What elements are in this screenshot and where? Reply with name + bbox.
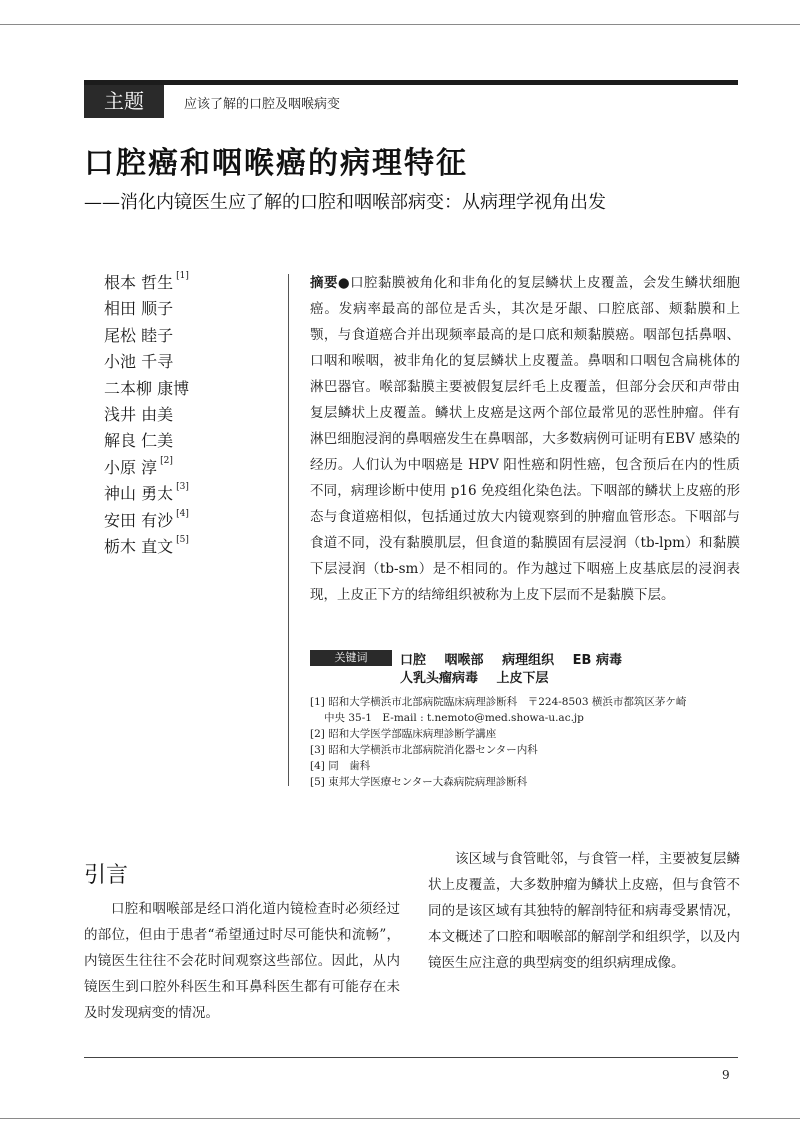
affiliation: [3] 昭和大学横浜市北部病院消化器センター内科: [310, 744, 538, 756]
affiliation: [2] 昭和大学医学部臨床病理診断学講座: [310, 728, 497, 740]
keyword: 咽喉部: [444, 653, 484, 668]
keyword: EB 病毒: [572, 653, 622, 668]
affiliations: [310, 694, 744, 790]
page-frame-bottom: [0, 1118, 800, 1119]
author: 安田 有沙 [4]: [104, 508, 189, 530]
intro-paragraph-left: 口腔和咽喉部是经口消化道内镜检查时必须经过的部位，但由于患者“希望通过时尽可能快和流畅”，内镜医生往往不会花时间观察这些部位。因此，从内镜医生到口腔外科医生和耳鼻科医生都有可能存在未及时发现病变的情况。: [84, 901, 400, 1021]
abstract: [310, 270, 740, 608]
author: 神山 勇太 [3]: [104, 482, 189, 504]
author: 小原 淳 [2]: [104, 455, 173, 477]
author: 相田 顺子: [104, 299, 174, 319]
page-frame-top: [0, 24, 800, 25]
author: 栃木 直文 [5]: [104, 534, 189, 556]
footer-rule: [84, 1057, 738, 1058]
keyword: 上皮下层: [496, 671, 549, 686]
keyword: 病理组织: [502, 653, 555, 668]
abstract-label: 摘要●: [310, 275, 351, 291]
keywords-line: [400, 667, 563, 686]
affiliation: [1] 昭和大学横浜市北部病院臨床病理診断科 〒224-8503 横浜市都筑区茅ケ崎: [310, 696, 687, 708]
affiliation: [4] 同 歯科: [310, 760, 371, 772]
affiliation: [5] 東邦大学医療センター大森病院病理診断科: [310, 776, 528, 788]
article-subtitle: ——消化内镜医生应了解的口腔和咽喉部病变：从病理学视角出发: [84, 192, 606, 213]
author: 根本 哲生 [1]: [104, 271, 189, 292]
theme-rule: [84, 80, 738, 85]
theme-label: 主题: [84, 85, 164, 118]
keyword: 口腔: [400, 653, 427, 668]
intro-paragraph-right: 该区域与食管毗邻，与食管一样，主要被复层鳞状上皮覆盖，大多数肿瘤为鳞状上皮癌，但与食管不同的是该区域有其独特的解剖特征和病毒受累情况，本文概述了口腔和咽喉部的解剖学和组织学，以及内镜医生应注意的典型病变的组织病理成像。: [428, 851, 740, 971]
author: 解良 仁美: [104, 431, 174, 451]
author: 小池 千寻: [104, 352, 174, 372]
author: 二本柳 康博: [104, 378, 190, 398]
author: 浅井 由美: [104, 404, 174, 424]
intro-heading: 引言: [84, 863, 129, 888]
abstract-text: 口腔黏膜被角化和非角化的复层鳞状上皮覆盖，会发生鳞状细胞癌。发病率最高的部位是舌头，其次是牙龈、口腔底部、颊黏膜和上颚，与食道癌合并出现频率最高的是口底和颊黏膜癌。咽部包括鼻咽、口咽和喉咽，被非角化的复层鳞状上皮覆盖。鼻咽和口咽包含扁桃体的淋巴器官。喉部黏膜主要被假复层纤毛上皮覆盖，但部分会厌和声带由复层鳞状上皮覆盖。鳞状上皮癌是这两个部位最常见的恶性肿瘤。伴有淋巴细胞浸润的鼻咽癌发生在鼻咽部，大多数病例可证明有EBV 感染的经历。人们认为中咽癌是 HPV 阳性癌和阴性癌，包含预后在内的性质不同，病理诊断中使用 p16 免疫组化染色法。下咽部的鳞状上皮癌的形态与食道癌相似，包括通过放大内镜观察到的肿瘤血管形态。下咽部与食道不同，没有黏膜肌层，但食道的黏膜固有层浸润（tb-lpm）和黏膜下层浸润（tb-sm）是不相同的。作为越过下咽癌上皮基底层的浸润表现，上皮正下方的结缔组织被称为上皮下层而不是黏膜下层。: [310, 275, 741, 603]
author-list: [104, 270, 274, 560]
page-number: 9: [722, 1068, 730, 1082]
theme-subtitle: 应该了解的口腔及咽喉病变: [184, 97, 341, 112]
keywords-line: [400, 649, 636, 668]
theme-header-bar: [84, 80, 738, 118]
author: 尾松 睦子: [104, 325, 174, 345]
keywords-label: 关键词: [310, 650, 392, 666]
keyword: 人乳头瘤病毒: [400, 671, 479, 686]
column-divider: [288, 274, 289, 786]
affiliation-continued: 中央 35-1 E-mail : t.nemoto@med.showa-u.ac.jp: [324, 712, 584, 724]
article-title: 口腔癌和咽喉癌的病理特征: [84, 146, 468, 181]
